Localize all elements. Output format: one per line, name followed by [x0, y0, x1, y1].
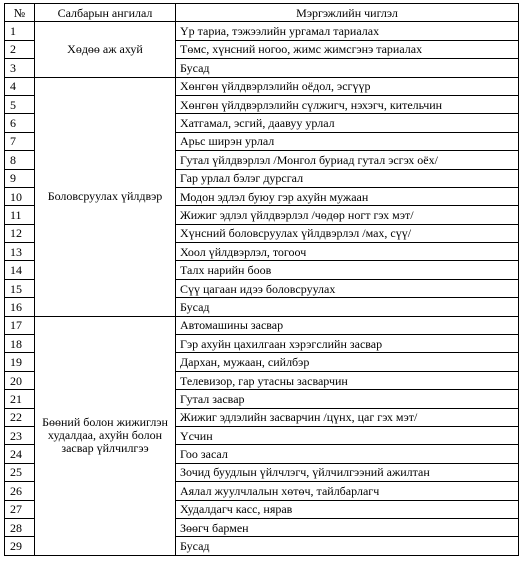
occupation-cell: Төмс, хүнсний ногоо, жимс жимсгэнэ тариалах — [176, 40, 519, 58]
row-number: 20 — [5, 371, 35, 389]
occupation-cell: Хөнгөн үйлдвэрлэлийн оёдол, эсгүүр — [176, 77, 519, 95]
occupation-cell: Гоо засал — [176, 445, 519, 463]
row-number: 28 — [5, 518, 35, 536]
row-number: 14 — [5, 261, 35, 279]
header-number: № — [5, 4, 35, 22]
row-number: 9 — [5, 169, 35, 187]
row-number: 6 — [5, 114, 35, 132]
occupation-cell: Аялал жуулчлалын хөтөч, тайлбарлагч — [176, 482, 519, 500]
header-row — [5, 4, 519, 22]
occupation-cell: Зөөгч бармен — [176, 518, 519, 536]
row-number: 10 — [5, 187, 35, 205]
occupation-cell: Хатгамал, эсгий, даавуу урлал — [176, 114, 519, 132]
row-number: 22 — [5, 408, 35, 426]
occupation-cell: Хөнгөн үйлдвэрлэлийн сүлжигч, нэхэгч, кительчин — [176, 95, 519, 113]
table-row — [5, 22, 519, 40]
row-number: 1 — [5, 22, 35, 40]
row-number: 13 — [5, 243, 35, 261]
occupation-cell: Бусад — [176, 298, 519, 316]
row-number: 26 — [5, 482, 35, 500]
table-row — [5, 77, 519, 95]
occupation-cell: Хоол үйлдвэрлэл, тогооч — [176, 243, 519, 261]
row-number: 16 — [5, 298, 35, 316]
header-occupation: Мэргэжлийн чиглэл — [176, 4, 519, 22]
row-number: 19 — [5, 353, 35, 371]
row-number: 23 — [5, 426, 35, 444]
category-cell: Хөдөө аж ахуй — [35, 22, 176, 77]
row-number: 21 — [5, 390, 35, 408]
occupation-cell: Бусад — [176, 59, 519, 77]
row-number: 2 — [5, 40, 35, 58]
row-number: 4 — [5, 77, 35, 95]
occupation-cell: Телевизор, гар утасны засварчин — [176, 371, 519, 389]
category-cell: Бөөний болон жижиглэн худалдаа, ахуйн болон засвар үйлчилгээ — [35, 316, 176, 555]
occupation-cell: Гар урлал бэлэг дурсгал — [176, 169, 519, 187]
occupation-cell: Дархан, мужаан, сийлбэр — [176, 353, 519, 371]
row-number: 12 — [5, 224, 35, 242]
occupation-cell: Үсчин — [176, 426, 519, 444]
category-cell: Боловсруулах үйлдвэр — [35, 77, 176, 316]
row-number: 17 — [5, 316, 35, 334]
row-number: 29 — [5, 537, 35, 555]
row-number: 18 — [5, 335, 35, 353]
occupation-cell: Талх нарийн боов — [176, 261, 519, 279]
row-number: 15 — [5, 279, 35, 297]
row-number: 25 — [5, 463, 35, 481]
row-number: 24 — [5, 445, 35, 463]
row-number: 8 — [5, 151, 35, 169]
occupation-cell: Гэр ахуйн цахилгаан хэрэгслийн засвар — [176, 335, 519, 353]
row-number: 11 — [5, 206, 35, 224]
occupation-cell: Бусад — [176, 537, 519, 555]
occupation-cell: Худалдагч касс, нярав — [176, 500, 519, 518]
row-number: 27 — [5, 500, 35, 518]
occupation-cell: Сүү цагаан идээ боловсруулах — [176, 279, 519, 297]
occupation-cell: Хүнсний боловсруулах үйлдвэрлэл /мах, сүү/ — [176, 224, 519, 242]
occupation-cell: Модон эдлэл буюу гэр ахуйн мужаан — [176, 187, 519, 205]
table-body — [5, 22, 519, 555]
occupation-table — [4, 3, 519, 556]
row-number: 3 — [5, 59, 35, 77]
occupation-cell: Зочид буудлын үйлчлэгч, үйлчилгээний ажилтан — [176, 463, 519, 481]
occupation-cell: Гутал үйлдвэрлэл /Монгол буриад гутал эсгэх оёх/ — [176, 151, 519, 169]
row-number: 5 — [5, 95, 35, 113]
occupation-cell: Гутал засвар — [176, 390, 519, 408]
table-row — [5, 316, 519, 334]
header-category: Салбарын ангилал — [35, 4, 176, 22]
occupation-cell: Автомашины засвар — [176, 316, 519, 334]
occupation-cell: Жижиг эдлэл үйлдвэрлэл /чөдөр ногт гэх мэт/ — [176, 206, 519, 224]
occupation-cell: Жижиг эдлэлийн засварчин /цүнх, цаг гэх мэт/ — [176, 408, 519, 426]
occupation-cell: Үр тариа, тэжээлийн ургамал тариалах — [176, 22, 519, 40]
occupation-cell: Арьс ширэн урлал — [176, 132, 519, 150]
row-number: 7 — [5, 132, 35, 150]
